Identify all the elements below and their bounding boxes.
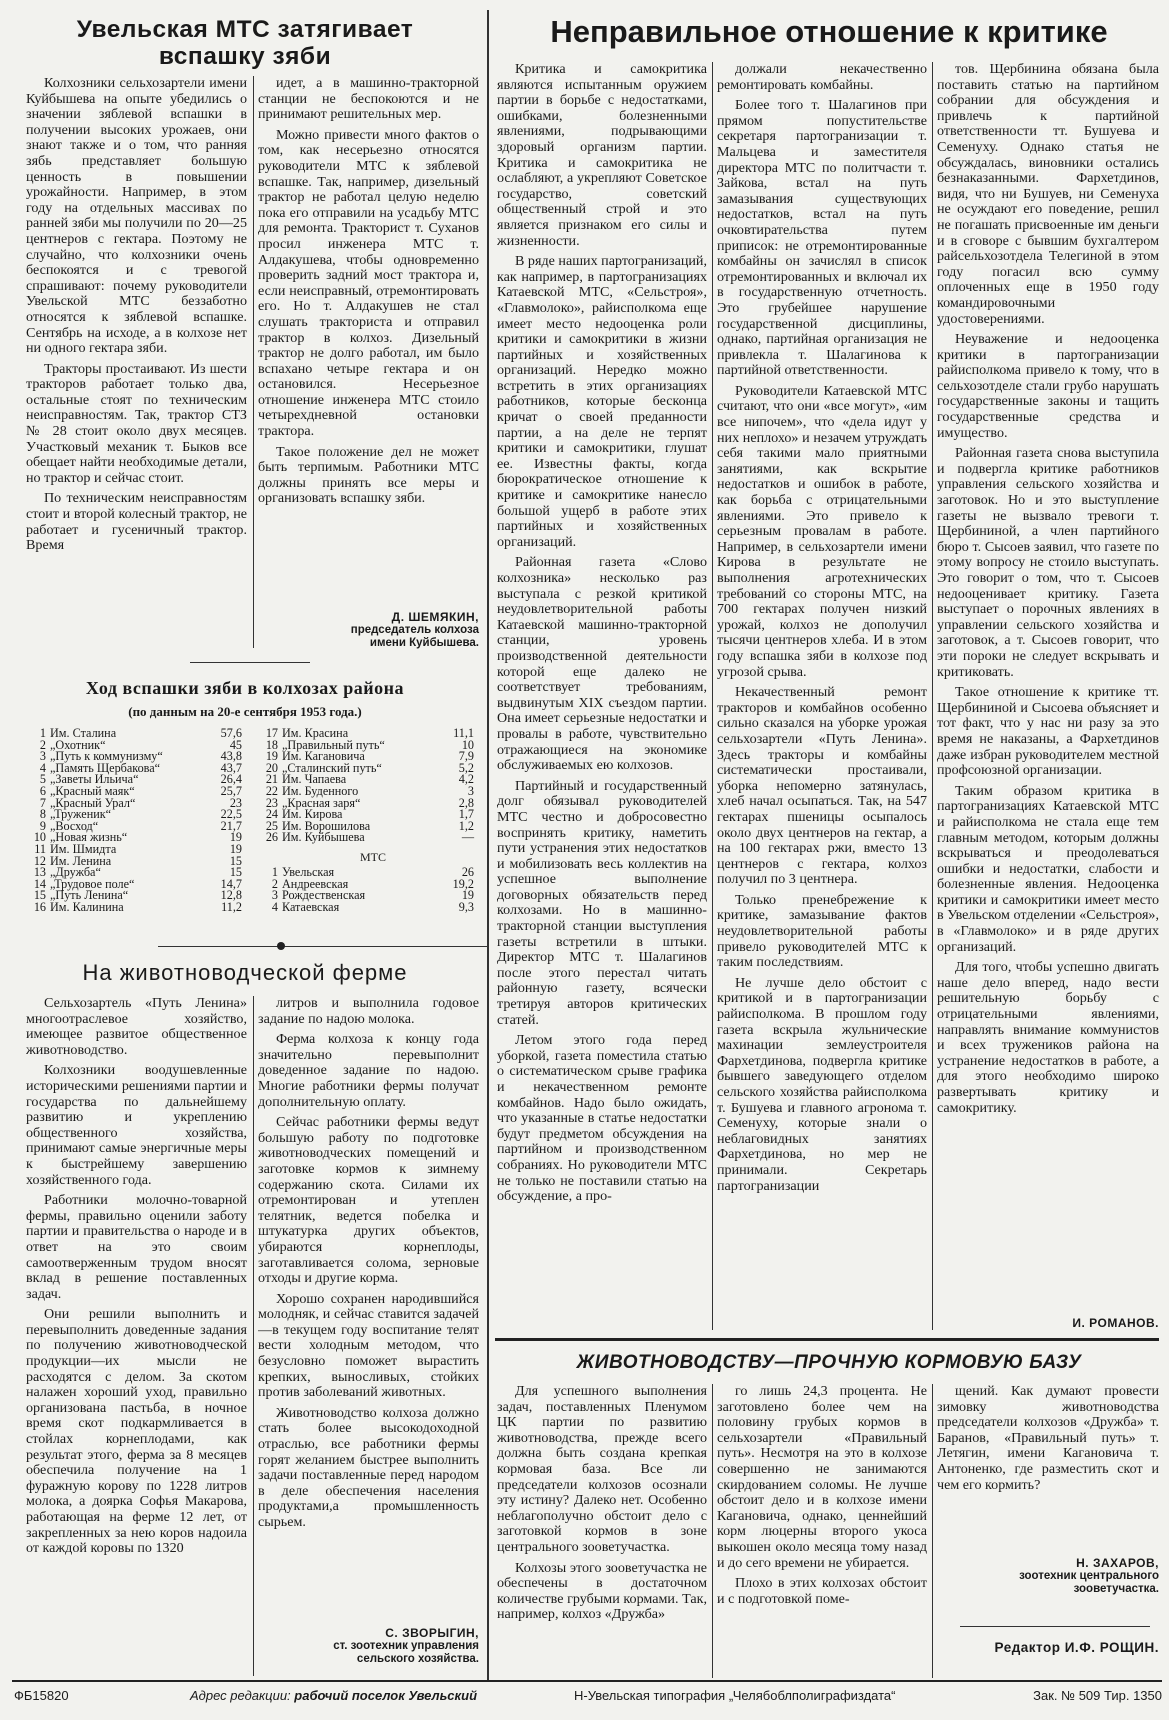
row-number: 21: [265, 772, 278, 787]
art1-sig-role-1: председатель колхоза: [350, 624, 479, 636]
row-number: 25: [265, 818, 278, 833]
paragraph: литров и выполнила годовое задание по надою молока.: [258, 996, 479, 1027]
art2-sig-role-2: сельского хозяйства.: [356, 1653, 479, 1665]
row-value: 14,7: [220, 876, 242, 891]
row-number: 24: [265, 807, 278, 822]
paragraph: Колхозы этого зооветучастка не обеспечены в достаточном количестве грубыми кормами. Так, например, колхоз «Дружба»: [497, 1559, 707, 1623]
row-number: 17: [265, 726, 278, 740]
art4-sig-name: Н. ЗАХАРОВ,: [1076, 1556, 1159, 1570]
footer-printer: Н-Увельская типография „Челябоблполиграфиздата“: [574, 1688, 896, 1703]
row-name: „Труженик“: [50, 807, 112, 822]
row-value: 57,6: [220, 726, 242, 740]
paragraph: Неуважение и недооценка критики в партогранизации райисполкома привело к тому, что в сельхозотделе стали грубо нарушать государственные законы и тащить государственные средства и имущество.: [937, 331, 1159, 441]
paragraph: Сельхозартель «Путь Ленина» многоотраслевое хозяйство, имеющее развитое общественное животноводство.: [26, 996, 247, 1058]
row-value: 45: [229, 737, 242, 752]
row-value: 19,2: [452, 876, 474, 891]
row-name: Им. Кирова: [282, 807, 343, 822]
row-value: 5,2: [458, 760, 474, 775]
row-name: Им. Красина: [282, 726, 349, 740]
row-number: 19: [265, 749, 278, 764]
row-number: 2: [271, 876, 278, 891]
footer-address-label: Адрес редакции:: [190, 1688, 291, 1703]
art2-sig-role-1: ст. зоотехник управления: [333, 1640, 479, 1652]
paragraph: Такое положение дел не может быть терпимым. Работники МТС должны принять все меры и организовать вспашку зяби.: [258, 443, 479, 507]
row-name: „Путь к коммунизму“: [50, 749, 163, 764]
paragraph: Критика и самокритика являются испытанным оружием партии в борьбе с недостатками, ошибками, болезненными явлениями, подрывающими здоровый организм партии. Критика и самокритика не ослабляют, а укрепляют Советское государство, советский общественный строй и это является признаком его силы и жизненности.: [497, 62, 707, 249]
paragraph: Можно привести много фактов о том, как несерьезно относятся руководители МТС к зяблевой вспашке. Так, например, дизельный трактор не работал целую неделю пока его отправили на усадьбу МТС для ремонта. Тракторист т. Суханов просил инженера МТС т. Алдакушева, чтобы одновременно проверить задний мост трактора и, если неисправный, отремонтировать его. Но т. Алдакушев не стал слушать тракториста и отправил трактор в колхоз. Дизельный трактор не долго работал, им было вспахано четыре гектара и он остановился. Несерьезное отношение инженера МТС стоило четырехдневной остановки трактора.: [258, 126, 479, 440]
row-value: 12,8: [220, 888, 242, 903]
paragraph: Сейчас работники фермы ведут большую работу по подготовке животноводческих помещений и заготовке кормов к зимнему содержанию скота. Силами их отремонтирован и утеплен телятник, ведется побелка и штукатурка других объектов, убираются корнеплоды, заготавливается солома, зерновые отходы и другие корма.: [258, 1114, 479, 1287]
row-name: „Память Щербакова“: [50, 760, 161, 775]
paragraph: По техническим неисправностям стоит и второй колесный трактор, не работает и гусеничный трактор. Время: [26, 490, 247, 554]
row-number: 13: [33, 865, 46, 880]
paragraph: Летом этого года перед уборкой, газета поместила статью о систематическом срыве графика и некачественном ремонте комбайнов. Надо было ожидать, что указанные в статье недостатки будут предметом обсуждения на партийном и производственном собраниях. Но руководители МТС не только не поставили статью на обсуждение, а про-: [497, 1032, 707, 1205]
paragraph: го лишь 24,3 процента. Не заготовлено более чем на половину грубых кормов в сельхозартели «Правильный путь». Несмотря на это в колхозе совершенно не занимаются скирдованием соломы. Не лучше обстоит дело и в колхозе имени Кагановича, однако, ценнейший корм люцерны второго укоса выкошен около месяца тому назад и до сего времени не убирается.: [717, 1384, 927, 1571]
row-name: Увельская: [282, 864, 335, 879]
row-value: 25,7: [220, 783, 242, 798]
table-right: [262, 728, 484, 913]
row-value: —: [461, 830, 474, 845]
paragraph: Таким образом критика в партогранизациях Катаевской МТС и райисполкома не стала еще тем главным методом, которым должны вскрываться и преодолеваться ошибки и недостатки, слабости и болезненные явления. Недооценка критики и самокритики имеет место в Увельском отделении «Сельстроя», в «Главмолоко» и в ряде других организаций.: [937, 782, 1159, 955]
row-name: Катаевская: [282, 899, 340, 914]
paragraph: Тракторы простаивают. Из шести тракторов работает только два, остальные стоят по техническим неисправностям. Так, трактор СТЗ № 28 стоит около двух месяцев. Участковый механик т. Быков все обещает найти необходимые детали, но трактор и сейчас стоит.: [26, 360, 247, 486]
row-value: 9,3: [458, 899, 474, 914]
row-value: 15: [229, 865, 242, 880]
art4-signature: [937, 1556, 1159, 1596]
paragraph: Только пренебрежение к критике, замазывание фактов неудовлетворительной работы привело руководителей МТС к таким последствиям.: [717, 891, 927, 971]
row-number: 3: [39, 749, 46, 764]
paragraph: Колхозники воодушевленные историческими решениями партии и государства по дальнейшему развитию и укреплению общественного хозяйства, принимают самые энергичные меры к быстрейшему завершению хозяйственного года.: [26, 1062, 247, 1188]
footer: [14, 1688, 1162, 1710]
row-number: 18: [265, 737, 278, 752]
row-name: „Трудовое поле“: [50, 876, 135, 891]
row-name: Им. Чапаева: [282, 772, 347, 787]
paragraph: Они решили выполнить и перевыполнить доведенные задания по получению животноводческой продукции—их мысли не расходятся с делом. За скотом налажен хороший уход, правильно организована пастьба, в ночное время скот подкармливается в стойлах корнеплодами, как результат этого, ферма за 8 месяцев обеспечила получение на 1 фуражную корову по 1228 литров молока, а доярка Софья Макарова, работающая на ферме 12 лет, от закрепленных за нею коров надоила от каждой коровы по 1320: [26, 1306, 247, 1557]
row-value: 15: [229, 853, 242, 868]
paragraph: Для успешного выполнения задач, поставленных Пленумом ЦК партии по развитию животноводства, прежде всего должна быть создана крепкая кормовая база. Все ли председатели колхозов осознали эту истину? Далеко нет. Особенно неблагополучно обстоит дело с заготовкой кормов в зоне центрального зооветучастка.: [497, 1384, 707, 1555]
row-name: „Дружба“: [50, 865, 101, 880]
paragraph: Районная газета «Слово колхозника» несколько раз выступала с резкой критикой неудовлетворительной работы Катаевской машинно-тракторной станции, уровень производственной деятельности которой еще далеко не соответствует требованиям, выдвинутым XIX съездом партии. Она имеет серьезные недостатки и провалы в работе, чувствительно отражающиеся на экономике обслуживаемых ею колхозов.: [497, 554, 707, 774]
row-number: 11: [34, 841, 46, 856]
paragraph: Плохо в этих колхозах обстоит и с подготовкой поме-: [717, 1575, 927, 1607]
row-number: 23: [265, 795, 278, 810]
paragraph: Такое отношение к критике тт. Щербининой и Сысоева объясняет и тот факт, что у нас ни разу за это время не наказаны, а Фархетдинов даже избран руководителем местной профсоюзной организации.: [937, 684, 1159, 779]
row-value: 26: [461, 864, 474, 879]
row-value: 22,5: [220, 807, 242, 822]
row-name: „Сталинский путь“: [282, 760, 382, 775]
table-row: [262, 902, 476, 914]
art1-sig-name: Д. ШЕМЯКИН,: [391, 610, 479, 624]
paragraph: щений. Как думают провести зимовку животноводства председатели колхозов «Дружба» т. Баранов, «Правильный путь» т. Летягин, имени Кагановича т. Антоненко, где разместить скот и чем его кормить?: [937, 1384, 1159, 1493]
row-name: Им. Ленина: [50, 853, 112, 868]
art2-col2: [258, 996, 479, 1606]
row-name: „Красный маяк“: [50, 783, 135, 798]
row-number: 5: [39, 772, 46, 787]
art3-sig-name: И. РОМАНОВ.: [1072, 1316, 1159, 1330]
footer-order: Зак. № 509 Тир. 1350: [1033, 1688, 1162, 1703]
art3-col1: [497, 62, 707, 1332]
row-value: 19: [229, 841, 242, 856]
art2-signature: [258, 1626, 479, 1666]
row-value: 43,7: [220, 760, 242, 775]
art1-col1: [26, 76, 247, 646]
footer-address: [190, 1688, 477, 1703]
paragraph: Колхозники сельхозартели имени Куйбышева на опыте убедились о значении зяблевой вспашки в получении высоких урожаев, они знают также и о том, что ранняя зябь представляет большую ценность в повышении урожайности. Например, в этом году на отдельных массивах по ранней зяби мы получили по 20—25 центнеров с гектара. Поэтому не случайно, что колхозники очень беспокоятся и с тревогой спрашивают: почему руководители Увельской МТС беззаботно относятся к зяблевой вспашке. Сентябрь на исходе, а в колхозе нет ни одного гектара зяби.: [26, 76, 247, 357]
row-number: 12: [33, 853, 46, 868]
row-number: 4: [271, 899, 278, 914]
paragraph: Не лучше дело обстоит с критикой и в партогранизации райисполкома. В прошлом году газета вскрыла жульнические махинации землеустроителя Фархетдинова, подвергла критике бывшего заведующего отделом сельского хозяйства райисполкома т. Бушуева и главного агронома т. Семенуху, которые знали о неблаговидных занятиях Фархетдинова, но мер не принимали. Секретарь партогранизации: [717, 974, 927, 1194]
row-name: Рождественская: [282, 888, 366, 903]
art1-sig-role-2: имени Куйбышева.: [369, 637, 479, 649]
row-number: 6: [39, 783, 46, 798]
row-number: 20: [265, 760, 278, 775]
row-number: 2: [39, 737, 46, 752]
paragraph: Для того, чтобы успешно двигать наше дело вперед, надо вести решительную борьбу с отрицательными явлениями, направлять внимание коммунистов и всех тружеников района на устранение недостатков в работе, а для этого необходимо широко развертывать критику и самокритику.: [937, 959, 1159, 1116]
paragraph: Руководители Катаевской МТС считают, что они «все могут», «им все нипочем», что «дела идут у них неплохо» и незачем утруждать себя такими мало приятными занятиями, как вскрытие недостатков и ошибок в работе, как борьба с отрицательными явлениями. Это привело к серьезным провалам в работе. Например, в сельхозартели имени Кирова в результате не выполнения агротехнических требований со стороны МТС, на 700 гектарах получен низкий урожай, колхоз не дополучил тысячи центнеров хлеба. И в этом году вспашка зяби в колхозе под угрозой срыва.: [717, 382, 927, 680]
row-name: „Заветы Ильича“: [50, 772, 139, 787]
row-value: 11,1: [453, 726, 474, 740]
row-value: 1,7: [458, 807, 474, 822]
row-name: „Красная заря“: [282, 795, 361, 810]
art1-signature: [258, 610, 479, 650]
art2-headline: На животноводческой ферме: [82, 960, 408, 985]
art3-col3: [937, 62, 1159, 1310]
art4-sig-role-2: зооветучастка.: [1073, 1583, 1159, 1595]
row-value: 43,8: [220, 749, 242, 764]
paragraph: Партийный и государственный долг обязывал руководителей МТС честно и добросовестно воспринять критику, наметить пути устранения этих недостатков и мобилизовать весь коллектив на успешное выполнение договорных обязательств перед колхозами. Но в машинно-тракторной станции выступления газеты встретили в штыки. Директор МТС т. Шалагинов после этого перестал читать районную газету, всячески третируя авторов критических статей.: [497, 777, 707, 1028]
row-value: 19: [461, 888, 474, 903]
row-name: Им. Калинина: [50, 899, 124, 914]
paragraph: В ряде наших партогранизаций, как например, в партогранизациях Катаевской МТС, «Сельстроя», «Главмолоко», райисполкома еще имеет место недооценка роли критики и самокритики в жизни партийных и хозяйственных организаций. Нередко можно встретить в этих организациях работников, которые бесконца кричат о своей преданности партии, а на деле не терпят критики и самокритики, глушат ее. Известны факты, когда бюрократическое отношение к критике и самокритике нанесло большой ущерб в работе этих партийных и хозяйственных организаций.: [497, 253, 707, 550]
row-value: 7,9: [458, 749, 474, 764]
row-number: 16: [33, 899, 46, 914]
paragraph: тов. Щербинина обязана была поставить статью на партийном собрании для обсуждения и привлечь к партийной ответственности тт. Бушуева и Семенуху. Однако статья не обсуждалась, виновники остались безнаказанными. Фархетдинов, видя, что ни Бушуев, ни Семенуха не осуждают его поведение, решил не погашать присвоенные им деньги и в сговоре с бывшим бухгалтером райсельхозотдела Телегиной в этом году погасил всю сумму оплоченных еще в 1950 году командировочными удостоверениями.: [937, 62, 1159, 327]
row-value: 4,2: [458, 772, 474, 787]
table-row: [262, 832, 476, 844]
row-value: 11,2: [221, 899, 242, 914]
row-name: „Путь Ленина“: [50, 888, 129, 903]
table-title: Ход вспашки зяби в колхозах района: [85, 678, 405, 698]
row-name: Им. Ворошилова: [282, 818, 371, 833]
footer-code: ФБ15820: [14, 1688, 69, 1703]
table-row: [30, 902, 244, 914]
row-value: 10: [461, 737, 474, 752]
paragraph: Более того т. Шалагинов при прямом попустительстве секретаря партогранизации т. Мальцева и заместителя директора МТС по политчасти т. Зайкова, встал на путь замазывания существующих недостатков, встал на путь очковтирательства путем приписок: не отремонтированные комбайны он зачислял в список отремонтированных и включал их в государственную отчетность. Это грубейшее нарушение государственной дисциплины, однако, партийная организация не привлекла т. Шалагинова к партийной ответственности.: [717, 97, 927, 379]
paragraph: должали некачественно ремонтировать комбайны.: [717, 62, 927, 93]
row-name: „Новая жизнь“: [50, 830, 128, 845]
row-number: 22: [265, 783, 278, 798]
paragraph: Хорошо сохранен народившийся молодняк, и сейчас ставится задачей—в текущем году воспитание телят вести холодным методом, что безусловно поможет вырастить крепких, выносливых, стойких против заболеваний животных.: [258, 1290, 479, 1401]
art2-col1: [26, 996, 247, 1678]
row-name: „Правильный путь“: [282, 737, 385, 752]
row-number: 15: [33, 888, 46, 903]
row-number: 14: [33, 876, 46, 891]
row-name: „Красный Урал“: [50, 795, 136, 810]
row-value: 23: [229, 795, 242, 810]
row-value: 21,7: [220, 818, 242, 833]
art1-col2: [258, 76, 479, 578]
art4-editor: Редактор И.Ф. РОЩИН.: [994, 1640, 1159, 1655]
paragraph: Районная газета снова выступила и подвергла критике работников управления сельского хозяйства и заготовок. Но и это выступление газеты не вызвало тревоги т. Щербининой, а член партийного бюро т. Сысоев заявил, что газете по этому вопросу не стоило выступать. Это говорит о том, что т. Сысоев недооценивает критику. Газета выступает о порочных явлениях в управлении сельского хозяйства и заготовок, а т. Сысоев говорит, что эти пороки не следует вскрывать и критиковать.: [937, 445, 1159, 680]
table-subtitle: (по данным на 20-е сентября 1953 года.): [128, 704, 362, 719]
row-name: Им. Куйбышева: [282, 830, 365, 845]
row-number: 7: [39, 795, 46, 810]
table-left: [30, 728, 250, 914]
row-number: 1: [271, 864, 278, 879]
art3-col2: [717, 62, 927, 1332]
art1-headline-line1: Увельская МТС затягивает: [76, 16, 414, 43]
row-name: Андреевская: [282, 876, 349, 891]
row-name: „Восход“: [50, 818, 99, 833]
row-value: 1,2: [458, 818, 474, 833]
row-number: 8: [39, 807, 46, 822]
row-number: 4: [39, 760, 46, 775]
row-name: „Охотник“: [50, 737, 106, 752]
art1-headline-line2: вспашку зяби: [158, 43, 332, 70]
art3-headline: Неправильное отношение к критике: [550, 14, 1108, 49]
row-value: 3: [467, 783, 474, 798]
art1-headline: [20, 16, 470, 70]
art4-col2: [717, 1384, 927, 1678]
row-name: Им. Буденного: [282, 783, 359, 798]
paragraph: Ферма колхоза к концу года значительно перевыполнит доведенное задание по надою. Многие работники фермы получат дополнительную оплату.: [258, 1031, 479, 1110]
art4-headline: ЖИВОТНОВОДСТВУ—ПРОЧНУЮ КОРМОВУЮ БАЗУ: [576, 1352, 1082, 1373]
row-number: 10: [33, 830, 46, 845]
paragraph: идет, а в машинно-тракторной станции не беспокоются и не принимают решительных мер.: [258, 76, 479, 123]
art4-sig-role-1: зоотехник центрального: [1019, 1570, 1159, 1582]
row-name: Им. Кагановича: [282, 749, 365, 764]
paragraph: Животноводство колхоза должно стать более высокодоходной отраслью, все работники фермы горят желанием быстрее выполнить задачи поставленные перед народом в деле обеспечения населения продуктами,а промышленность сырьем.: [258, 1404, 479, 1530]
row-number: 26: [265, 830, 278, 845]
art4-col1: [497, 1384, 707, 1678]
art2-sig-name: С. ЗВОРЫГИН,: [385, 1626, 479, 1640]
paragraph: Некачественный ремонт тракторов и комбайнов особенно сильно сказался на уборке урожая сельхозартели «Путь Ленина». Здесь тракторы и комбайны систематически простаивали, уборка непомерно затянулась, хлеб начал осыпаться. Так, на 547 гектарах пшеницы осыпалось около двух центнеров на гектар, а на 100 гектарах ржи, вместо 13 центнеров с гектара, колхоз получил по 3 центнера.: [717, 684, 927, 888]
row-number: 1: [39, 726, 46, 740]
row-name: Им. Сталина: [50, 726, 117, 740]
footer-address-value: рабочий поселок Увельский: [294, 1688, 478, 1703]
table-mts-label: МТС: [359, 849, 386, 864]
row-name: Им. Шмидта: [50, 841, 117, 856]
paragraph: Работники молочно-товарной фермы, правильно оценили заботу партии и правительства о народе и в ответ на это своим самоотверженным трудом вносят вклад в решение поставленных задач.: [26, 1192, 247, 1302]
row-value: 2,8: [458, 795, 474, 810]
row-value: 26,4: [220, 772, 242, 787]
row-number: 9: [39, 818, 46, 833]
art4-col3: [937, 1384, 1159, 1556]
row-value: 19: [229, 830, 242, 845]
row-number: 3: [271, 888, 278, 903]
